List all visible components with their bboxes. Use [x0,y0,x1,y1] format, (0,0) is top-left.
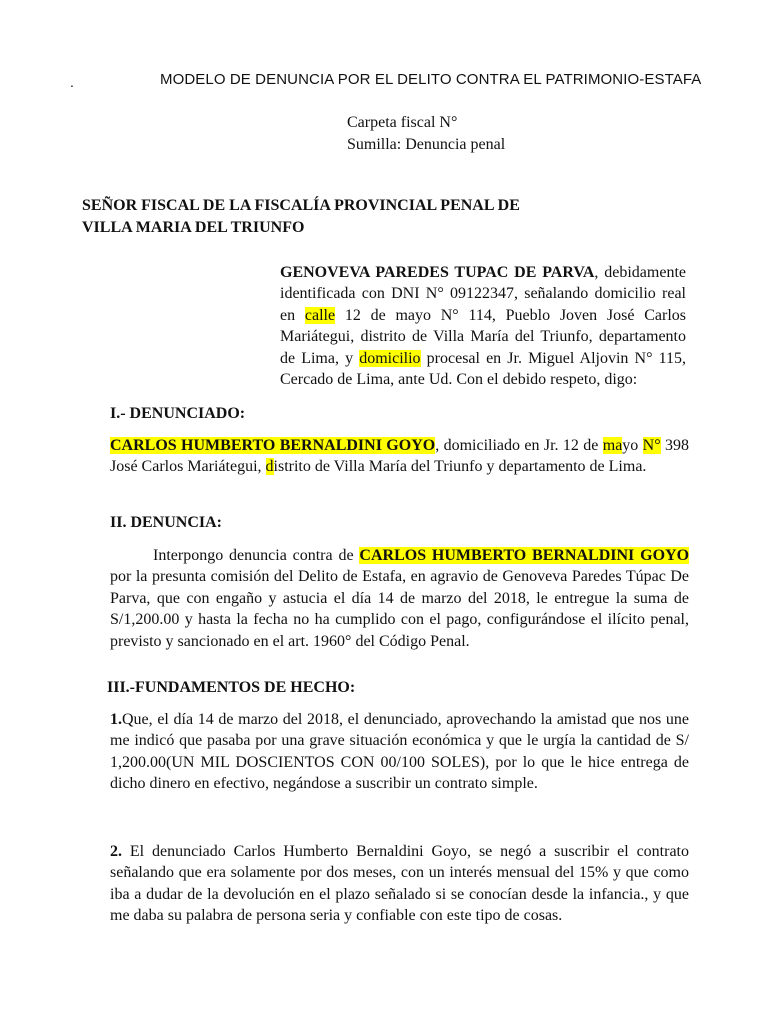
section-2-paragraph [110,545,689,652]
section-1-paragraph [110,435,689,478]
section-1-heading: I.- DENUNCIADO: [110,405,246,422]
section-1-text-3: 398 José Carlos Mariátegui, [110,437,689,476]
accused-name: CARLOS HUMBERTO BERNALDINI GOYO [110,437,436,454]
highlight-ma: ma [602,437,623,454]
complainant-name: GENOVEVA PAREDES TUPAC DE PARVA [280,264,595,281]
highlight-calle: calle [304,306,336,324]
addressee-line-2: VILLA MARIA DEL TRIUNFO [82,219,305,236]
fact-2-text: El denunciado Carlos Humberto Bernaldini Goyo, se negó a suscribir el contrato señalando que era solamente por dos meses, con un interés mensual del 15% y que como iba a dudar de la devolución en el plazo señalado si se conocían desde la infancia., y que me daba su palabra de persona seria y confiable con este tipo de cosas. [110,843,689,925]
fact-1-paragraph [110,709,689,795]
intro-paragraph [280,262,686,390]
intro-text-2: 12 de mayo N° 114, Pueblo Joven José Carlos Mariátegui, distrito de Villa María del Triunfo, departamento de Lima, y [280,306,686,367]
section-2-text-1: Interpongo denuncia contra de [153,547,360,564]
highlight-n: N° [642,437,661,454]
section-1-text-4: istrito de Villa María del Triunfo y departamento de Lima. [273,458,647,476]
highlight-domicilio: domicilio [359,349,421,367]
section-3-heading: III.-FUNDAMENTOS DE HECHO: [107,679,356,696]
sumilla: Sumilla: Denuncia penal [347,136,506,153]
bullet-mark: . [70,74,74,90]
fact-1-number: 1. [110,711,122,728]
carpeta-fiscal: Carpeta fiscal N° [347,114,458,131]
intro-text-1: , debidamente identificada con DNI N° 09122347, señalando domicilio real en [280,264,686,324]
fact-2-paragraph [110,841,689,927]
addressee-line-1: SEÑOR FISCAL DE LA FISCALÍA PROVINCIAL PENAL DE [82,197,520,214]
section-1-text-1: , domiciliado en Jr. 12 de [435,437,603,454]
section-2-heading: II. DENUNCIA: [110,514,223,531]
fact-2-number: 2. [110,843,122,860]
accused-name-2: CARLOS HUMBERTO BERNALDINI GOYO [359,547,690,564]
fact-1-text: Que, el día 14 de marzo del 2018, el denunciado, aprovechando la amistad que nos une me indicó que pasaba por una grave situación económica y que le urgía la cantidad de S/ 1,200.00(UN MIL DOSCIENTOS CON 00/100 SOLES), por lo que le hice entrega de dicho dinero en efectivo, negándose a suscribir un contrato simple. [110,711,689,793]
section-2-text-2: por la presunta comisión del Delito de Estafa, en agravio de Genoveva Paredes Túpac De Parva, que con engaño y astucia el día 14 de marzo del 2018, le entregue la suma de S/1,200.00 y hasta la fecha no ha cumplido con el pago, configurándose el ilícito penal, previsto y sancionado en el art. 1960° del Código Penal. [110,568,689,650]
intro-text-3: procesal en Jr. Miguel Aljovin N° 115, Cercado de Lima, ante Ud. Con el debido respeto, digo: [280,349,686,389]
highlight-d: d [265,458,274,476]
model-title: MODELO DE DENUNCIA POR EL DELITO CONTRA EL PATRIMONIO-ESTAFA [160,71,702,88]
section-1-text-2: yo [622,437,643,454]
